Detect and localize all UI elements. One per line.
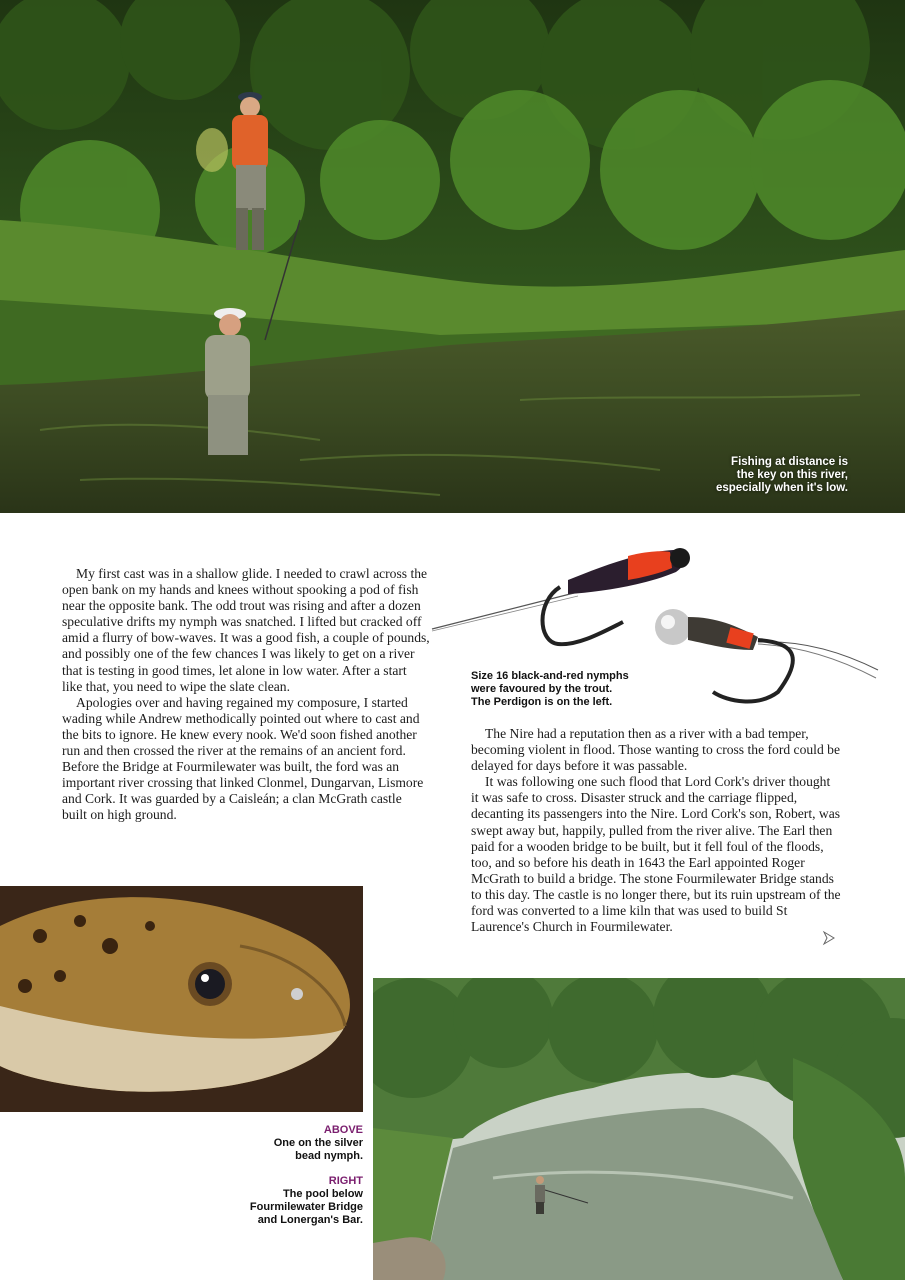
perdigon-nymph <box>432 548 690 644</box>
caption-line: The Perdigon is on the left. <box>471 696 613 708</box>
caption-line: The pool below <box>282 1188 363 1200</box>
paragraph: It was following one such flood that Lord Cork's driver thought it was safe to cross. Disaster struck and the carriage flipped, decanting its passengers into the Nire. Lord Cork's son, Robert, was swept away but, happily, pulled from the river alive. The Earl then paid for a wooden bridge to be built, but it fell foul of the floods, too, and so before his death in 1643 the Earl appointed Roger McGrath to build a bridge. The stone Fourmilewater Bridge stands to this day. The castle is no longer there, but its ruin upstream of the ford was converted to a lime kiln that was used to build St Laurence's Church in Fourmilewater. <box>471 774 841 935</box>
caption-line: One on the silver <box>273 1137 363 1149</box>
caption-right <box>200 1188 363 1227</box>
fish-captions <box>200 1124 363 1227</box>
caption-label-right: RIGHT <box>328 1175 363 1187</box>
continue-arrow-icon <box>822 930 836 946</box>
paragraph: The Nire had a reputation then as a river with a bad temper, becoming violent in flood. Those wanting to cross the ford could be delayed for days before it was passable. <box>471 726 840 774</box>
caption-line: especially when it's low. <box>715 482 848 494</box>
river-pool-photo <box>373 978 905 1280</box>
trout-photo <box>0 886 363 1112</box>
article-column-right <box>471 726 841 935</box>
caption-line: and Lonergan's Bar. <box>257 1214 363 1226</box>
caption-line: Size 16 black-and-red nymphs <box>471 670 629 682</box>
caption-label-above: ABOVE <box>323 1124 363 1136</box>
caption-line: the key on this river, <box>736 469 848 481</box>
caption-line: Fourmilewater Bridge <box>249 1201 363 1213</box>
caption-line: bead nymph. <box>295 1150 363 1162</box>
top-photo-anglers <box>0 0 905 513</box>
top-photo-caption <box>680 456 848 495</box>
silver-bead-nymph <box>655 609 878 701</box>
caption-above <box>200 1137 363 1163</box>
nymph-caption <box>471 670 671 709</box>
caption-line: Fishing at distance is <box>731 456 848 468</box>
paragraph: Apologies over and having regained my composure, I started wading while Andrew methodically pointed out where to cast and the bits to ignore. He knew every nook. We'd soon fished another run and then crossed the river at the remains of an ancient ford. Before the Bridge at Fourmilewater was built, the ford was an important river crossing that linked Clonmel, Dungarvan, Lismore and Cork. It was guarded by a Caisleán; a clan McGrath castle built on high ground. <box>62 694 424 823</box>
paragraph: My first cast was in a shallow glide. I needed to crawl across the open bank on my hands and knees without spooking a pod of fish near the opposite bank. The odd trout was rising and after a dozen speculative drifts my nymph was snatched. I lifted but cracked off amid a flurry of bow-waves. It was a good fish, a couple of pounds, and possibly one of the few chances I was likely to get on a river that is testing in good times, let alone in low water. After a start like that, you need to wipe the slate clean. <box>62 566 430 694</box>
article-column-left <box>62 566 430 824</box>
caption-line: were favoured by the trout. <box>471 683 613 695</box>
top-photo-illustration <box>0 0 905 513</box>
